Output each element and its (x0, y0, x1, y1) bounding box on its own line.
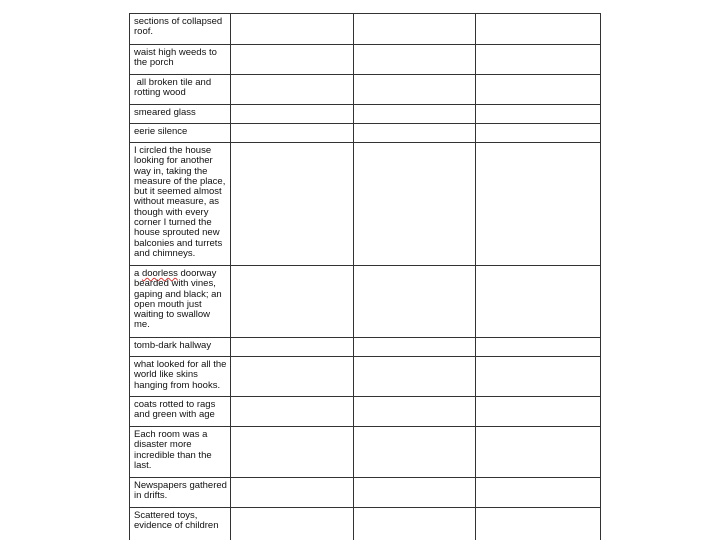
table-cell-text: tomb-dark hallway (130, 338, 231, 357)
table-cell-empty (231, 105, 354, 124)
table-row (130, 105, 601, 124)
table-cell-text: I circled the house looking for another way in, taking the measure of the place, but it seemed almost without measure, as though with every corner I turned the house sprouted new balconies and turrets and chimneys. (130, 143, 231, 266)
table-row (130, 14, 601, 45)
table-cell-text: eerie silence (130, 124, 231, 143)
table-cell-empty (231, 14, 354, 45)
table-cell-empty (354, 143, 476, 266)
table-cell-empty (354, 75, 476, 105)
cell-text-suffix: doorway bearded with vines, gaping and black; an open mouth just waiting to swallow me. (134, 268, 222, 331)
table-cell-empty (354, 45, 476, 75)
table-cell-empty (476, 143, 601, 266)
table-cell-text: Each room was a disaster more incredible than the last. (130, 427, 231, 478)
table-cell-empty (476, 338, 601, 357)
table-cell-empty (476, 357, 601, 397)
table-row (130, 338, 601, 357)
table-row (130, 75, 601, 105)
table-cell-empty (476, 266, 601, 338)
table-cell-empty (354, 124, 476, 143)
spelling-flagged-word: doorless (141, 268, 178, 279)
table-cell-empty (354, 338, 476, 357)
table-cell-empty (231, 397, 354, 427)
table-cell-text (130, 266, 231, 338)
table-cell-text: Newspapers gathered in drifts. (130, 478, 231, 508)
table-row (130, 266, 601, 338)
table-cell-text: Scattered toys, evidence of children (130, 508, 231, 540)
table-row (130, 45, 601, 75)
table-row (130, 143, 601, 266)
table-cell-text: sections of collapsed roof. (130, 14, 231, 45)
table-row (130, 508, 601, 540)
table-cell-empty (354, 105, 476, 124)
table-cell-empty (354, 14, 476, 45)
table-cell-empty (476, 427, 601, 478)
table-cell-empty (476, 14, 601, 45)
table-cell-text: waist high weeds to the porch (130, 45, 231, 75)
table-cell-empty (231, 357, 354, 397)
table-cell-text: all broken tile and rotting wood (130, 75, 231, 105)
table-cell-empty (231, 478, 354, 508)
table-cell-empty (476, 105, 601, 124)
table-cell-empty (354, 508, 476, 540)
table-cell-text: coats rotted to rags and green with age (130, 397, 231, 427)
table-cell-empty (354, 427, 476, 478)
table-row (130, 124, 601, 143)
table-cell-empty (231, 143, 354, 266)
table-cell-empty (476, 45, 601, 75)
table-row (130, 478, 601, 508)
table-cell-empty (231, 124, 354, 143)
table-cell-empty (476, 478, 601, 508)
table-cell-text: smeared glass (130, 105, 231, 124)
table-cell-empty (476, 75, 601, 105)
table-cell-empty (231, 338, 354, 357)
table-cell-empty (354, 357, 476, 397)
table-cell-empty (354, 397, 476, 427)
table-cell-empty (354, 266, 476, 338)
cell-text-prefix: a (134, 268, 142, 279)
table-cell-empty (231, 266, 354, 338)
table-cell-empty (231, 427, 354, 478)
table-cell-empty (231, 75, 354, 105)
table-row (130, 357, 601, 397)
table-cell-empty (231, 45, 354, 75)
table-cell-empty (476, 508, 601, 540)
table-row (130, 397, 601, 427)
notes-table (129, 13, 601, 540)
table-cell-empty (231, 508, 354, 540)
table-row (130, 427, 601, 478)
table-cell-text: what looked for all the world like skins hanging from hooks. (130, 357, 231, 397)
table-cell-empty (476, 124, 601, 143)
table-cell-empty (476, 397, 601, 427)
table-cell-empty (354, 478, 476, 508)
